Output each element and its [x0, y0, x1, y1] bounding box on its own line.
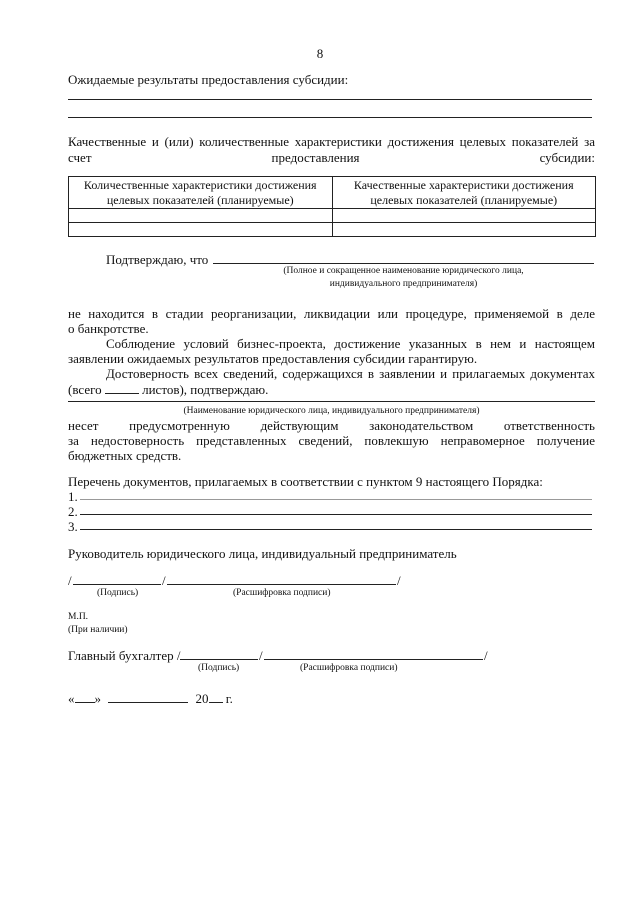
accuracy-line-2 [68, 381, 268, 398]
accountant-decode-line[interactable] [264, 659, 483, 660]
confirm-caption-1: (Полное и сокращенное наименование юридического лица, [283, 266, 524, 276]
accountant-signature-caption: (Подпись) [198, 663, 240, 673]
expected-results-line-2[interactable] [68, 117, 592, 118]
accountant-slash-3: / [484, 648, 488, 663]
head-slash-3: / [397, 573, 401, 588]
entity-name-line-2[interactable] [68, 401, 595, 402]
expected-results-line-1[interactable] [68, 99, 592, 100]
documents-item-3: 3. [68, 519, 78, 534]
date-month-field[interactable] [108, 690, 188, 703]
table-row [69, 209, 596, 223]
compliance-line-1: Соблюдение условий бизнес-проекта, достижение указанных в нем и настоящем [106, 336, 595, 351]
compliance-line-2: заявлении ожидаемых результатов предоставления субсидии гарантирую. [68, 351, 478, 366]
not-reorg-line-2: о банкротстве. [68, 321, 149, 336]
head-slash-2: / [162, 573, 166, 588]
documents-line-1[interactable] [80, 499, 592, 500]
documents-item-2: 2. [68, 504, 78, 519]
head-decode-caption: (Расшифровка подписи) [233, 588, 331, 598]
head-slash-1: / [68, 573, 72, 588]
table-cell[interactable] [69, 209, 333, 223]
entity-name-line[interactable] [213, 263, 594, 264]
head-decode-line[interactable] [167, 584, 396, 585]
documents-item-1: 1. [68, 489, 78, 504]
table-header-qualitative: Качественные характеристики достижения целевых показателей (планируемые) [332, 177, 596, 209]
table-cell[interactable] [69, 223, 333, 237]
accountant-decode-caption: (Расшифровка подписи) [300, 663, 398, 673]
expected-results-label: Ожидаемые результаты предоставления субсидии: [68, 72, 349, 87]
documents-line-2[interactable] [80, 514, 592, 515]
head-signature-caption: (Подпись) [97, 588, 139, 598]
head-label: Руководитель юридического лица, индивидуальный предприниматель [68, 546, 457, 561]
table-cell[interactable] [332, 223, 596, 237]
accountant-label: Главный бухгалтер / [68, 648, 181, 663]
date-close-quote: » [94, 691, 101, 706]
liability-line-1: несет предусмотренную действующим законодательством ответственность [68, 418, 595, 433]
date-line [68, 690, 233, 707]
confirm-caption-2: индивидуального предпринимателя) [329, 279, 478, 289]
table-cell[interactable] [332, 209, 596, 223]
liability-line-3: бюджетных средств. [68, 448, 182, 463]
accuracy-prefix: (всего [68, 382, 102, 397]
stamp-note: (При наличии) [68, 625, 128, 635]
documents-label: Перечень документов, прилагаемых в соответствии с пунктом 9 настоящего Порядка: [68, 474, 543, 489]
date-suffix: г. [225, 691, 233, 706]
documents-line-3[interactable] [80, 529, 592, 530]
confirm-prefix: Подтверждаю, что [106, 252, 209, 267]
not-reorg-line-1: не находится в стадии реорганизации, ликвидации или процедуре, применяемой в деле [68, 306, 595, 321]
stamp-label: М.П. [68, 612, 89, 622]
date-day-field[interactable] [75, 690, 95, 703]
entity-caption: (Наименование юридического лица, индивидуального предпринимателя) [183, 406, 480, 416]
accountant-slash-2: / [259, 648, 263, 663]
accuracy-suffix: листов), подтверждаю. [142, 382, 269, 397]
table-header-row [69, 177, 596, 209]
accountant-signature-line[interactable] [180, 659, 258, 660]
characteristics-table [68, 176, 596, 237]
accuracy-line-1: Достоверность всех сведений, содержащихся в заявлении и прилагаемых документах [106, 366, 595, 381]
liability-line-2: за недостоверность представленных сведений, повлекшую неправомерное получение [68, 433, 595, 448]
date-year-field[interactable] [209, 690, 223, 703]
table-header-quantitative: Количественные характеристики достижения целевых показателей (планируемые) [69, 177, 333, 209]
page-number: 8 [316, 46, 324, 61]
table-row [69, 223, 596, 237]
date-open-quote: « [68, 691, 75, 706]
characteristics-para: Качественные и (или) количественные характеристики достижения целевых показателей за счет предоставления субсидии: [68, 134, 595, 165]
date-year-prefix: 20 [195, 691, 209, 706]
sheet-count-field[interactable] [105, 381, 139, 394]
head-signature-line[interactable] [73, 584, 161, 585]
